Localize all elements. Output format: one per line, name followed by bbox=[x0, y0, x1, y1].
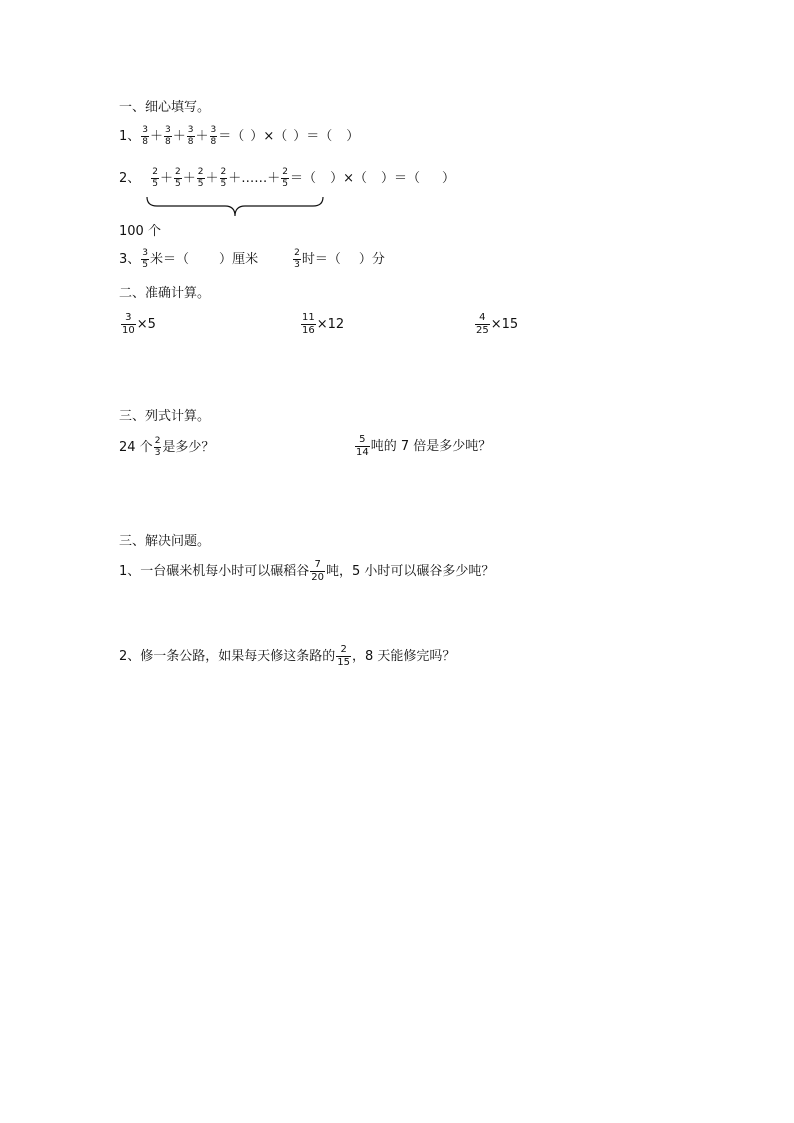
question-1 bbox=[119, 126, 359, 147]
calc-expression: ×15 bbox=[490, 317, 519, 332]
section-heading-calculate bbox=[119, 287, 210, 300]
fraction: $\frac{2}{3}$ bbox=[154, 436, 161, 458]
plus-sign: ＋ bbox=[160, 171, 174, 186]
calc-expression: ×12 bbox=[316, 317, 345, 332]
calc-expression: ×5 bbox=[136, 317, 156, 332]
fraction: $\frac{2}{5}$ bbox=[282, 167, 289, 189]
times-sign: × bbox=[343, 171, 354, 186]
section-title: 二、准确计算。 bbox=[119, 286, 211, 301]
left-paren: （ bbox=[274, 129, 288, 144]
unit-meter: 米＝ bbox=[150, 252, 177, 267]
plus-sign: ＋ bbox=[228, 171, 242, 186]
fraction: $\frac{2}{5}$ bbox=[152, 167, 159, 189]
question-text: 是多少？ bbox=[162, 440, 215, 455]
left-paren: （ bbox=[327, 252, 341, 267]
question-number: 2、 bbox=[119, 171, 141, 186]
fraction: $\frac{3}{10}$ bbox=[122, 312, 135, 336]
left-paren: （ bbox=[231, 129, 245, 144]
plus-sign: ＋ bbox=[182, 171, 196, 186]
right-paren: ） bbox=[293, 129, 307, 144]
right-paren: ） bbox=[381, 171, 395, 186]
right-paren: ） bbox=[219, 252, 233, 267]
question-2 bbox=[119, 168, 455, 189]
section-title: 一、细心填写。 bbox=[119, 100, 211, 115]
fraction: $\frac{2}{5}$ bbox=[175, 167, 181, 189]
equals-sign: ＝ bbox=[218, 129, 232, 144]
right-paren: ） bbox=[442, 171, 456, 186]
word-problem-2 bbox=[119, 645, 455, 668]
plus-sign: ＋ bbox=[195, 129, 209, 144]
equals-sign: ＝ bbox=[306, 129, 320, 144]
section-title: 三、解决问题。 bbox=[119, 534, 211, 549]
problem-text: 2、修一条公路，如果每天修这条路的 bbox=[119, 649, 336, 664]
section-heading-list-calc bbox=[119, 410, 210, 423]
calc-item-2 bbox=[300, 313, 344, 336]
right-paren: ） bbox=[250, 129, 264, 144]
brace-count-label bbox=[119, 225, 161, 238]
fraction: $\frac{2}{15}$ bbox=[337, 644, 351, 668]
fraction: $\frac{7}{20}$ bbox=[311, 559, 325, 583]
left-paren: （ bbox=[407, 171, 421, 186]
fraction: $\frac{3}{8}$ bbox=[187, 125, 194, 147]
list-calc-item-2 bbox=[354, 435, 491, 458]
left-paren: （ bbox=[319, 129, 333, 144]
plus-sign: ＋ bbox=[267, 171, 281, 186]
problem-text: ，8 天能修完吗？ bbox=[352, 649, 456, 664]
question-number: 3、 bbox=[119, 252, 141, 267]
fraction: $\frac{3}{8}$ bbox=[142, 125, 149, 147]
right-paren: ） bbox=[358, 252, 372, 267]
plus-sign: ＋ bbox=[205, 171, 219, 186]
section-title: 三、列式计算。 bbox=[119, 409, 211, 424]
question-number: 1、 bbox=[119, 129, 141, 144]
term-count: 100 个 bbox=[119, 224, 161, 239]
unit-hour: 时＝ bbox=[301, 252, 328, 267]
section-heading-solve bbox=[119, 535, 210, 548]
right-paren: ） bbox=[346, 129, 360, 144]
fraction: $\frac{2}{5}$ bbox=[197, 167, 204, 189]
unit-centimeter: 厘米 bbox=[232, 252, 259, 267]
fraction: $\frac{3}{5}$ bbox=[142, 248, 149, 270]
section-heading-fill-in bbox=[119, 101, 210, 114]
ellipsis: …… bbox=[241, 171, 268, 186]
times-sign: × bbox=[263, 129, 275, 144]
prefix-text: 24 个 bbox=[119, 440, 153, 455]
word-problem-1 bbox=[119, 560, 494, 583]
fraction: $\frac{3}{8}$ bbox=[210, 125, 217, 147]
equals-sign: ＝ bbox=[290, 171, 304, 186]
fraction: $\frac{3}{8}$ bbox=[165, 125, 171, 147]
question-3 bbox=[119, 249, 385, 270]
calc-item-3 bbox=[474, 313, 518, 336]
fraction: $\frac{2}{3}$ bbox=[294, 248, 300, 270]
question-text: 吨的 7 倍是多少吨？ bbox=[370, 439, 492, 454]
unit-minute: 分 bbox=[371, 252, 385, 267]
fraction: $\frac{4}{25}$ bbox=[476, 312, 489, 336]
list-calc-item-1 bbox=[119, 437, 214, 458]
calc-item-1 bbox=[120, 313, 156, 336]
left-paren: （ bbox=[353, 171, 367, 186]
plus-sign: ＋ bbox=[150, 129, 164, 144]
fraction: $\frac{5}{14}$ bbox=[356, 434, 369, 458]
right-paren: ） bbox=[330, 171, 344, 186]
left-paren: （ bbox=[303, 171, 317, 186]
fraction: $\frac{11}{16}$ bbox=[302, 312, 315, 336]
left-paren: （ bbox=[176, 252, 190, 267]
equals-sign: ＝ bbox=[394, 171, 408, 186]
plus-sign: ＋ bbox=[172, 129, 186, 144]
underbrace-icon bbox=[145, 196, 325, 218]
fraction: $\frac{2}{5}$ bbox=[220, 167, 227, 189]
problem-text: 吨，5 小时可以碾谷多少吨？ bbox=[326, 564, 495, 579]
problem-text: 1、一台碾米机每小时可以碾稻谷 bbox=[119, 564, 310, 579]
